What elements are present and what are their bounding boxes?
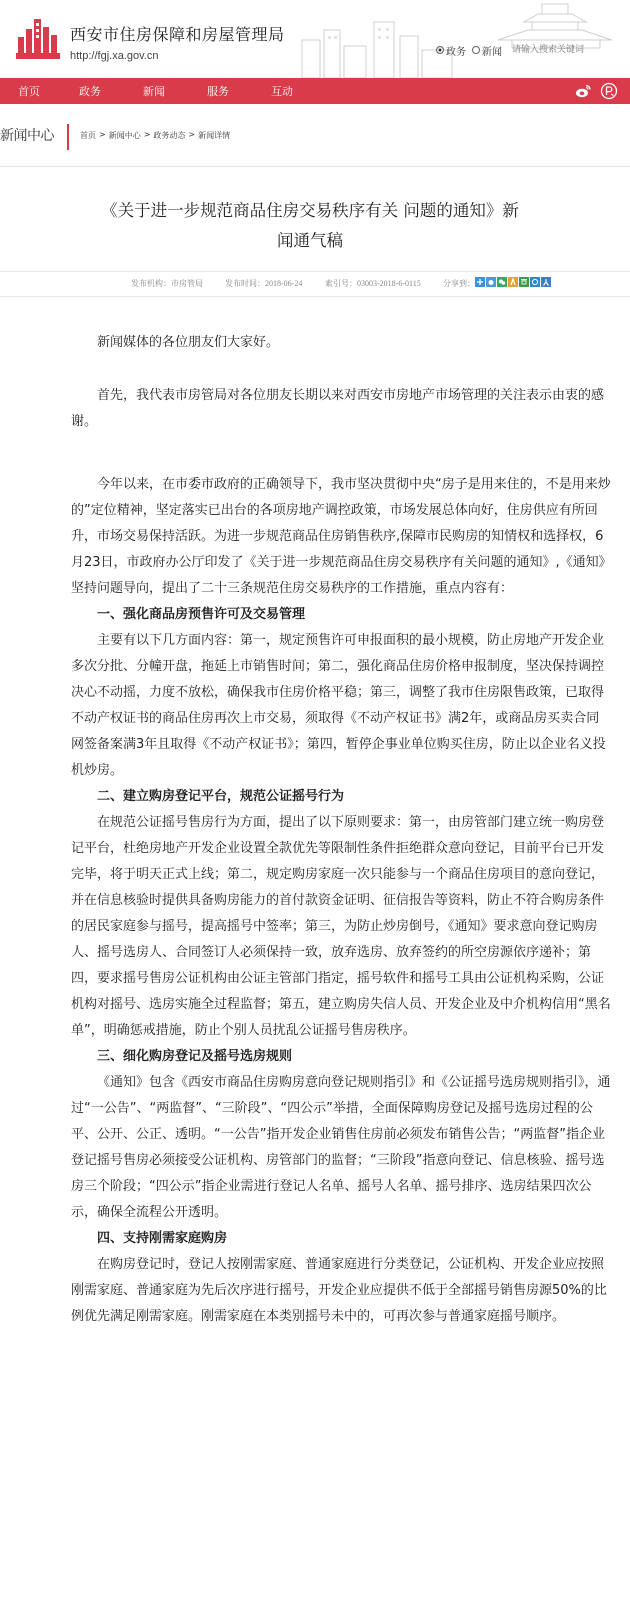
section-heading: 一、强化商品房预售许可及交易管理: [97, 607, 306, 622]
share-tencent-icon[interactable]: [530, 277, 540, 287]
share-wechat-icon[interactable]: [497, 277, 507, 287]
share-weibo-icon[interactable]: [486, 277, 496, 287]
paragraph: 首先，我代表市房管局对各位朋友长期以来对西安市房地产市场管理的关注表示由衷的感谢。: [71, 388, 605, 429]
meta-date: 发布时间：2018-06-24: [225, 279, 303, 288]
breadcrumb-separator: >: [99, 130, 106, 139]
section-heading: 三、细化购房登记及摇号选房规则: [97, 1049, 293, 1064]
meta-share-label: 分享到：: [443, 279, 475, 288]
paragraph: 在规范公证摇号售房行为方面，提出了以下原则要求：第一，由房管部门建立统一购房登记平台，杜绝房地产开发企业设置全款优先等限制性条件拒绝群众意向登记，目前平台已开发完毕，将于明天正式上线；第二，规定购房家庭一次只能参与一个商品住房项目的意向登记，并在信息核验时提供具备购房能力的首付款资金证明、征信报告等资料，防止不符合购房条件的居民家庭参与摇号，提高摇号中签率；第三，为防止炒房倒号，《通知》要求意向登记购房人、摇号选房人、合同签订人必须保持一致，放弃选房、放弃签约的所空房源依序递补；第四，要求摇号售房公证机构由公证主管部门指定，摇号软件和摇号工具由公证机构采购，公证机构对摇号、选房实施全过程监督；第五，建立购房失信人员、开发企业及中介机构信用“黑名单”，明确惩戒措施，防止个别人员扰乱公证摇号售房秩序。: [71, 815, 611, 1038]
nav-item-home[interactable]: 首页: [18, 85, 40, 98]
radio-news-label: 新闻: [482, 46, 502, 58]
breadcrumb-home[interactable]: 首页: [80, 131, 96, 140]
section-bar: [0, 104, 630, 167]
site-url: http://fgj.xa.gov.cn: [70, 50, 159, 62]
paragraph: 《通知》包含《西安市商品住房购房意向登记规则指引》和《公证摇号选房规则指引》，通过“一公告”、“两监督”、“三阶段”、“四公示”举措，全面保障购房登记及摇号选房过程的公平、公开、公正、透明。“一公告”指开发企业销售住房前必须发布销售公告；“两监督”指企业登记摇号售房必须接受公证机构、房管部门的监督；“三阶段”指意向登记、信息核验、摇号选房三个阶段；“四公示”指企业需进行登记人名单、摇号人名单、摇号排序、选房结果四次公示，确保全流程公开透明。: [71, 1075, 611, 1220]
breadcrumb-separator: >: [188, 130, 196, 139]
pinyin-icon[interactable]: [600, 82, 618, 100]
nav-item-service[interactable]: 服务: [207, 85, 229, 98]
radio-gov-indicator: [436, 46, 444, 54]
radio-gov-label: 政务: [446, 46, 466, 58]
breadcrumb-separator: >: [143, 130, 151, 139]
meta-index: 索引号：03003-2018-6-0115: [325, 279, 421, 288]
share-qzone-icon[interactable]: [475, 277, 485, 287]
breadcrumb-news-center[interactable]: 新闻中心: [108, 131, 141, 140]
breadcrumb-detail: 新闻详情: [198, 131, 231, 140]
radio-news[interactable]: [472, 43, 502, 58]
share-douban-icon[interactable]: [519, 277, 529, 287]
breadcrumb: [80, 130, 230, 141]
nav-icons: [574, 82, 618, 100]
main-nav: [0, 78, 630, 104]
search-area: [436, 38, 612, 62]
breadcrumb-gov-news[interactable]: 政务动态: [153, 131, 186, 140]
site-name[interactable]: 西安市住房保障和房屋管理局: [70, 25, 285, 44]
section-divider: [67, 124, 69, 150]
paragraph: 新闻媒体的各位朋友们大家好。: [97, 335, 280, 350]
nav-item-gov[interactable]: 政务: [79, 85, 101, 98]
radio-gov[interactable]: [436, 43, 466, 58]
article-body: [71, 330, 612, 1330]
article-meta: [0, 271, 630, 297]
section-title: 新闻中心: [0, 128, 54, 144]
share-icons: [475, 277, 551, 287]
share-people-icon[interactable]: [541, 277, 551, 287]
section-heading: 四、支持刚需家庭购房: [97, 1231, 228, 1246]
meta-publisher: 发布机构：市房管局: [131, 279, 203, 288]
paragraph: 今年以来，在市委市政府的正确领导下，我市坚决贯彻中央“房子是用来住的，不是用来炒的”定位精神，坚定落实已出台的各项房地产调控政策，市场发展总体向好，住房供应有所回升，市场交易保持活跃。为进一步规范商品住房销售秩序,保障市民购房的知情权和选择权，6月23日，市政府办公厅印发了《关于进一步规范商品住房交易秩序有关问题的通知》,《通知》坚持问题导向，提出了二十三条规范住房交易秩序的工作措施，重点内容有：: [71, 477, 612, 596]
paragraph: 在购房登记时，登记人按刚需家庭、普通家庭进行分类登记，公证机构、开发企业应按照刚需家庭、普通家庭为先后次序进行摇号，开发企业应提供不低于全部摇号销售房源50%的比例优先满足刚需家庭。刚需家庭在本类别摇号未中的，可再次参与普通家庭摇号顺序。: [71, 1257, 607, 1324]
search-input[interactable]: [508, 40, 612, 60]
share-renren-icon[interactable]: [508, 277, 518, 287]
paragraph: 主要有以下几方面内容：第一，规定预售许可申报面积的最小规模，防止房地产开发企业多次分批、分幢开盘，拖延上市销售时间；第二，强化商品住房价格申报制度，坚决保持调控决心不动摇，力度不放松，确保我市住房价格平稳；第三，调整了我市住房限售政策，已取得不动产权证书的商品住房再次上市交易，须取得《不动产权证书》满2年，或商品房买卖合同网签备案满3年且取得《不动产权证书》；第四，暂停企事业单位购买住房，防止以企业名义投机炒房。: [71, 633, 606, 778]
nav-item-interact[interactable]: 互动: [271, 85, 293, 98]
article-title: 《关于进一步规范商品住房交易秩序有关 问题的通知》新闻通气稿: [101, 201, 519, 250]
weibo-icon[interactable]: [574, 82, 592, 100]
site-header: [0, 0, 630, 78]
section-heading: 二、建立购房登记平台，规范公证摇号行为: [97, 789, 345, 804]
radio-news-indicator: [472, 46, 480, 54]
nav-item-news[interactable]: 新闻: [143, 85, 165, 98]
bureau-logo-icon[interactable]: [14, 15, 62, 63]
